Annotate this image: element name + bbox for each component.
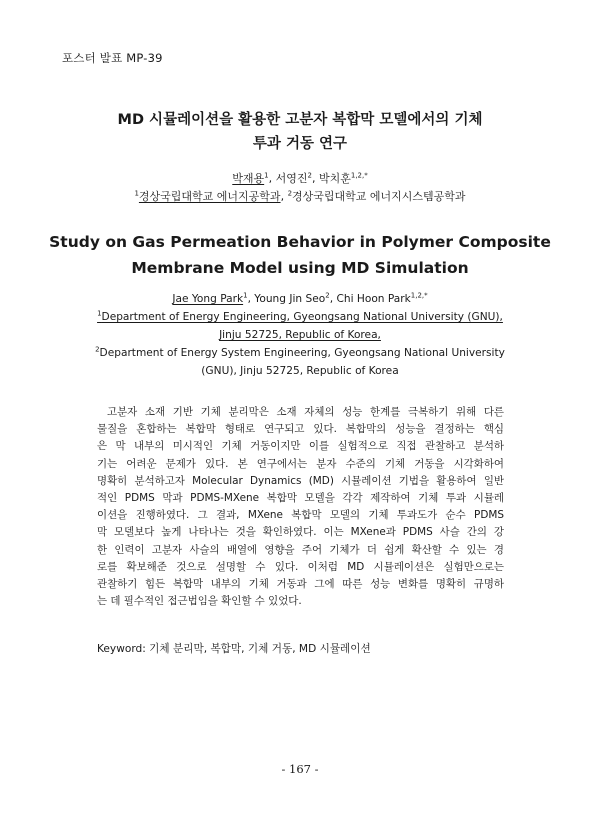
page-number: - 167 - [281, 762, 319, 776]
english-affiliation-2: $^2$Department of Energy System Engineering, Gyeongsang National University [95, 345, 505, 359]
abstract-line: 는 데 필수적인 접근법임을 확인할 수 있었다. [97, 595, 302, 608]
korean-title-line: 투과 거동 연구 [252, 136, 348, 152]
english-presenting-author: Jae Yong Park [172, 293, 244, 305]
abstract-line: 관찰하기 힘든 복합막 내부의 기체 거동과 그에 따른 성능 변화를 명확히 규명하 [97, 578, 504, 591]
english-title-line: Study on Gas Permeation Behavior in Polymer Composite [49, 233, 551, 251]
korean-affiliation-1: 경상국립대학교 에너지공학과 [138, 190, 281, 203]
english-author-list: Jae Yong Park$^1$, Young Jin Seo$^2$, Chi Hoon Park$^{1,2,*}$ [172, 291, 428, 305]
english-affiliation-1-cont: Jinju 52725, Republic of Korea, [219, 329, 381, 341]
korean-title [60, 108, 540, 156]
korean-title-line: MD 시뮬레이션을 활용한 고분자 복합막 모델에서의 기체 [117, 112, 483, 128]
korean-authors-block [60, 170, 540, 206]
abstract-line: 은 막 내부의 미시적인 기체 거동이지만 이를 실험적으로 직접 관찰하고 분석하 [97, 440, 504, 453]
korean-affiliation-2: 경상국립대학교 에너지시스템공학과 [292, 190, 466, 203]
english-affiliation-1: $^1$Department of Energy Engineering, Gyeongsang National University (GNU), [97, 309, 503, 323]
english-author: , Chi Hoon Park [329, 293, 411, 305]
korean-affiliations: $^1$경상국립대학교 에너지공학과, $^2$경상국립대학교 에너지시스템공학과 [134, 189, 466, 203]
abstract-line: 적인 PDMS 막과 PDMS-MXene 복합막 모델을 각각 제작하여 기체 투과 시뮬레 [97, 492, 504, 505]
english-authors-block [60, 290, 540, 380]
korean-author: 서영진 [275, 172, 308, 185]
abstract-line: 물질을 혼합하는 복합막 형태로 연구되고 있다. 복합막의 성능을 결정하는 핵심 [97, 423, 504, 436]
abstract-line: 로를 확보해준 것으로 설명할 수 있다. 이처럼 MD 시뮬레이션은 실험만으로는 [97, 560, 504, 573]
korean-author: 박치훈 [318, 172, 351, 185]
abstract-line: 막 모델보다 높게 나타나는 것을 확인하였다. 이는 MXene과 PDMS 사슬 간의 강 [97, 526, 504, 539]
abstract-line: 한 인력이 고분자 사슬의 배열에 영향을 주어 기체가 더 쉽게 확산할 수 있는 경 [97, 543, 504, 556]
english-author: , Young Jin Seo [247, 293, 326, 305]
korean-author-list: 박재용$^1$, 서영진$^2$, 박치훈$^{1,2,*}$ [232, 171, 368, 185]
english-title-line: Membrane Model using MD Simulation [131, 259, 469, 277]
abstract-line: 기는 어려운 문제가 있다. 본 연구에서는 분자 수준의 기체 거동을 시각화하여 [97, 457, 504, 470]
english-affiliation-2-cont: (GNU), Jinju 52725, Republic of Korea [201, 365, 399, 377]
abstract-body [97, 404, 504, 610]
keywords-line: Keyword: 기체 분리막, 복합막, 기체 거동, MD 시뮬레이션 [97, 643, 371, 655]
abstract-line: 고분자 소재 기반 기체 분리막은 소재 자체의 성능 한계를 극복하기 위해 다른 [107, 406, 504, 418]
korean-presenting-author: 박재용 [232, 172, 265, 185]
abstract-line: 이션을 진행하였다. 그 결과, MXene 복합막 모델의 기체 투과도가 순수 PDMS [97, 509, 504, 522]
abstract-line: 명확히 분석하고자 Molecular Dynamics (MD) 시뮬레이션 기법을 활용하여 일반 [97, 474, 504, 487]
english-title [40, 229, 560, 281]
session-tag: 포스터 발표 MP-39 [62, 51, 163, 65]
